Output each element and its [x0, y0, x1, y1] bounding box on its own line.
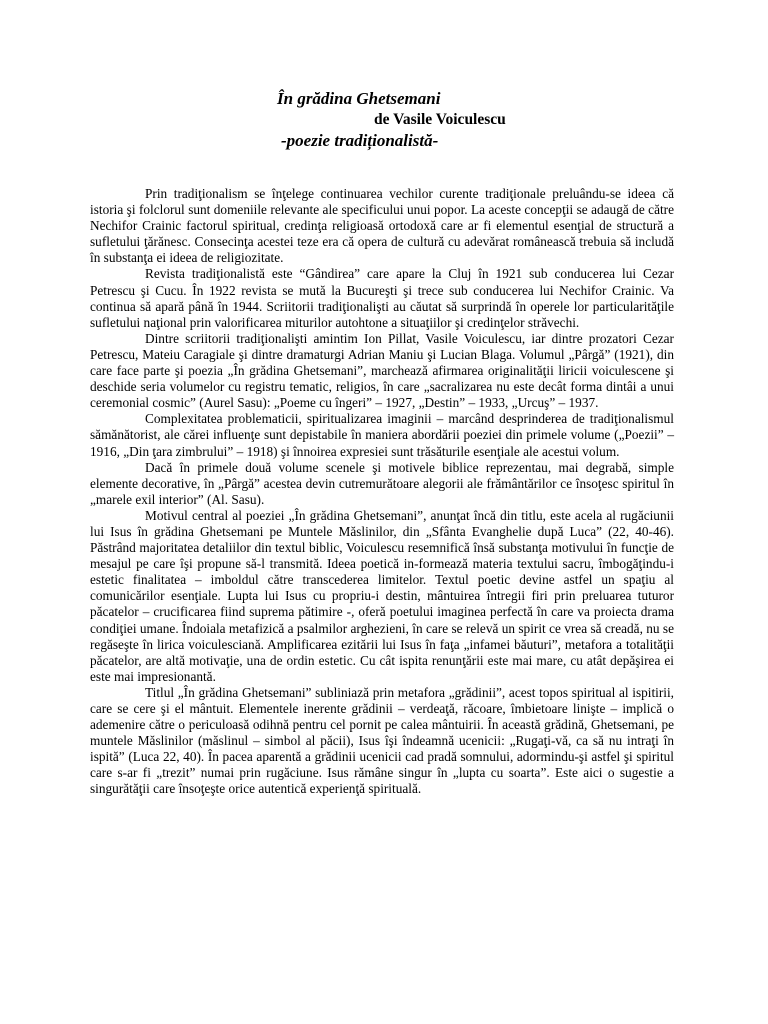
- document-author: de Vasile Voiculescu: [374, 111, 506, 128]
- paragraph-6: Motivul central al poeziei „În grădina Ghetsemani”, anunţat încă din titlu, este acela al rugăciunii lui Isus în grădina Ghetsemani pe Muntele Măslinilor, din „Sfânta Evanghelie după Luca” (22, 40-46). Păstrând majoritatea detaliilor din textul biblic, Voiculescu resemnifică însă substanţa motivului în funcţie de mesajul pe care îşi propune să-l transmită. Ideea poetică in-formează materia textului sacru, îmbogăţindu-i estetic finalitatea – imboldul către transcederea limitelor. Textul poetic devine astfel un spaţiu al comunicărilor esenţiale. Lupta lui Isus cu propriu-i destin, mântuirea întregii firi prin preluarea tuturor păcatelor – crucificarea fiind suprema pătimire -, oferă poetului imaginea perfectă în care va proiecta drama condiţiei umane. Îndoiala metafizică a psalmilor arghezieni, în care se relevă un spirit ce vrea să creadă, nu se regăseşte în lirica voiculesciană. Amplificarea ezitării lui Isus în faţa „infamei băuturi”, metafora a totalităţii păcatelor, are altă motivaţie, una de ordin estetic. Cu cât ispita renunţării este mai mare, cu atât depăşirea ei este mai impresionantă.: [90, 507, 674, 684]
- paragraph-1: Prin tradiţionalism se înţelege continuarea vechilor curente tradiţionale preluându-se ideea că istoria şi folclorul sunt domeniile relevante ale specificului unui popor. La aceste concepţii se adaugă de către Nechifor Crainic factorul spiritual, credinţa religioasă ortodoxă care ar fi elementul esenţial de structură a sufletului ţărănesc. Consecinţa acestei teze era că opera de cultură cu adevărat românească trebuia să includă în substanţa ei ideea de religiozitate.: [90, 186, 674, 266]
- body-text: [90, 186, 674, 798]
- document-subtitle: -poezie tradiționalistă-: [281, 131, 439, 150]
- paragraph-7: Titlul „În grădina Ghetsemani” subliniază prin metafora „grădinii”, acest topos spiritual al ispitirii, care se cere şi el mântuit. Elementele inerente grădinii – verdeaţă, răcoare, îmbietoare linişte – implică o ademenire către o periculoasă odihnă pentru cel pornit pe calea mântuirii. În această grădină, Ghetsemani, pe muntele Măslinilor (măslinul – simbol al păcii), Isus îşi îndeamnă ucenicii: „Rugaţi-vă, ca să nu intraţi în ispită” (Luca 22, 40). În pacea aparentă a grădinii ucenicii cad pradă somnului, adormindu-şi astfel şi spiritul care s-ar fi „trezit” numai prin rugăciune. Isus rămâne singur în „lupta cu soarta”. Este aici o sugestie a singurătăţii care însoţeşte orice autentică experienţă spirituală.: [90, 684, 674, 797]
- paragraph-4: Complexitatea problematicii, spiritualizarea imaginii – marcând desprinderea de tradiţionalismul sămănătorist, ale cărei influenţe sunt depistabile în maniera abordării poeziei din primele volume („Poezii” – 1916, „Din ţara zimbrului” – 1918) şi înnoirea expresiei sunt trăsăturile esenţiale ale acestui volum.: [90, 411, 674, 459]
- document-title: În grădina Ghetsemani: [277, 89, 441, 108]
- paragraph-3: Dintre scriitorii tradiţionalişti amintim Ion Pillat, Vasile Voiculescu, iar dintre prozatori Cezar Petrescu, Mateiu Caragiale şi dintre dramaturgi Adrian Maniu şi Lucian Blaga. Volumul „Pârgă” (1921), din care face parte şi poezia „În grădina Ghetsemani”, marchează afirmarea originalităţii liricii voiculescene şi deschide seria volumelor cu registru tematic, religios, în care „sacralizarea nu este decât forma dintâi a unui ceremonial cosmic” (Aurel Sasu): „Poeme cu îngeri” – 1927, „Destin” – 1933, „Urcuş” – 1937.: [90, 330, 674, 411]
- paragraph-2: Revista tradiţionalistă este “Gândirea” care apare la Cluj în 1921 sub conducerea lui Cezar Petrescu şi Cucu. În 1922 revista se mută la Bucureşti şi trece sub conducerea lui Nechifor Crainic. Va continua să apară până în 1944. Scriitorii tradiţionalişti au căutat să surprindă în operele lor particularităţile sufletului naţional prin valorificarea miturilor autohtone a situaţiilor şi credinţelor străvechi.: [90, 266, 674, 330]
- paragraph-5: Dacă în primele două volume scenele şi motivele biblice reprezentau, mai degrabă, simple elemente decorative, în „Pârgă” acestea devin cutremurătoare alegorii ale frământărilor ce însoţesc spiritul în „marele exil interior” (Al. Sasu).: [90, 459, 674, 507]
